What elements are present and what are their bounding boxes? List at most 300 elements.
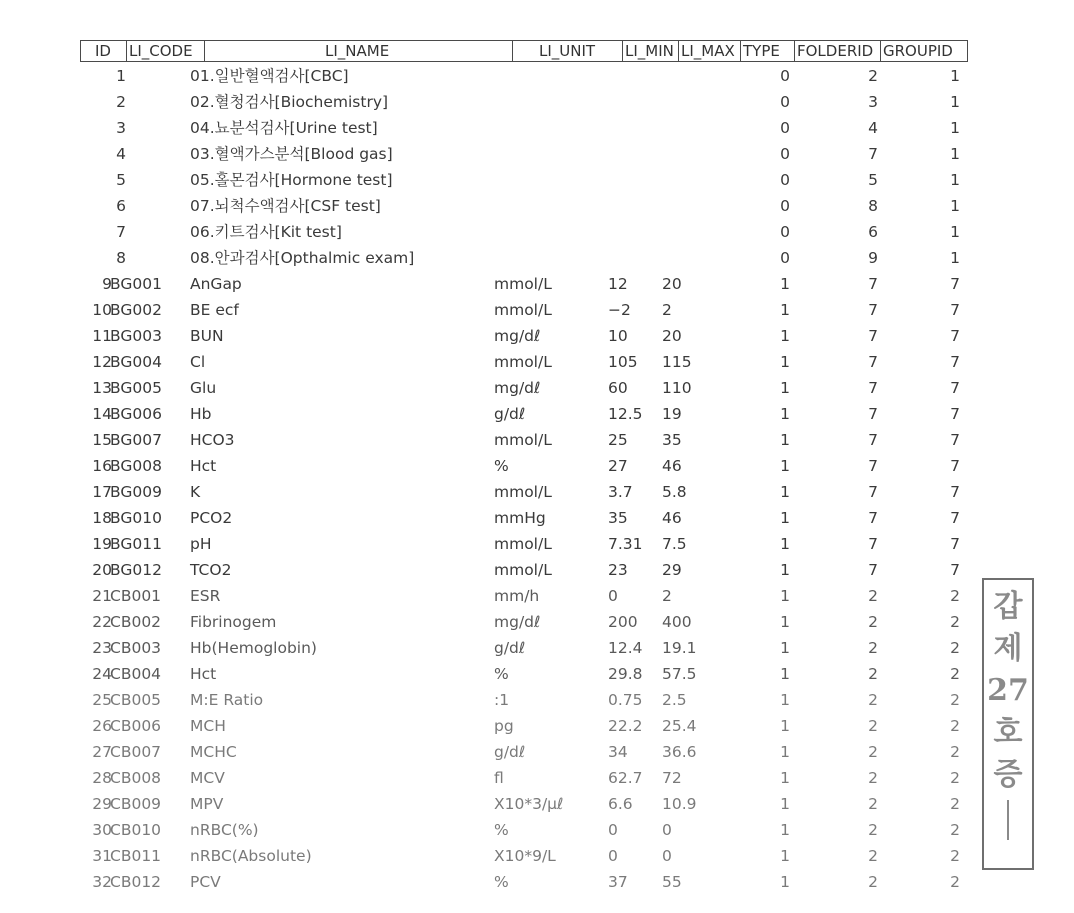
- cell-type: 1: [780, 743, 790, 761]
- cell-li-name: 02.혈청검사[Biochemistry]: [190, 93, 389, 111]
- cell-li-unit: g/dℓ: [494, 743, 526, 761]
- cell-li-name: Cl: [190, 353, 206, 371]
- cell-li-max: 55: [662, 873, 682, 891]
- table-row: [0, 298, 1074, 322]
- cell-li-name: Hb(Hemoglobin): [190, 639, 317, 657]
- cell-type: 1: [780, 379, 790, 397]
- table-row: [0, 194, 1074, 218]
- cell-li-unit: fl: [494, 769, 504, 787]
- cell-li-min: [608, 116, 658, 140]
- cell-type: 1: [780, 431, 790, 449]
- cell-li-name: M:E Ratio: [190, 691, 264, 709]
- cell-li-min: 27: [608, 457, 628, 475]
- cell-type: 1: [780, 717, 790, 735]
- header-li-name: LI_NAME: [204, 40, 512, 62]
- cell-li-min: 10: [608, 327, 628, 345]
- cell-li-min: 200: [608, 613, 638, 631]
- cell-folderid: 2: [868, 639, 878, 657]
- cell-groupid: 7: [950, 275, 960, 293]
- cell-folderid: 3: [868, 93, 878, 111]
- cell-id: 27: [92, 743, 112, 761]
- cell-type: 0: [780, 67, 790, 85]
- cell-folderid: 2: [868, 743, 878, 761]
- cell-folderid: 7: [868, 275, 878, 293]
- cell-groupid: 7: [950, 509, 960, 527]
- cell-li-unit: mg/dℓ: [494, 613, 541, 631]
- cell-li-max: [662, 90, 722, 114]
- cell-li-unit: [494, 116, 594, 140]
- cell-li-max: 25.4: [662, 717, 697, 735]
- cell-id: 10: [92, 301, 112, 319]
- table-row: [0, 662, 1074, 686]
- cell-type: 1: [780, 353, 790, 371]
- cell-li-code: CB008: [110, 769, 162, 787]
- cell-li-unit: %: [494, 873, 509, 891]
- table-row: [0, 402, 1074, 426]
- cell-li-min: 105: [608, 353, 638, 371]
- cell-li-max: 10.9: [662, 795, 697, 813]
- cell-folderid: 7: [868, 145, 878, 163]
- cell-groupid: 2: [950, 691, 960, 709]
- cell-id: 3: [116, 119, 126, 137]
- cell-li-name: MCV: [190, 769, 225, 787]
- cell-folderid: 7: [868, 535, 878, 553]
- cell-li-min: 12.5: [608, 405, 643, 423]
- cell-li-unit: [494, 90, 594, 114]
- cell-li-max: 72: [662, 769, 682, 787]
- cell-groupid: 1: [950, 119, 960, 137]
- cell-type: 1: [780, 587, 790, 605]
- cell-folderid: 5: [868, 171, 878, 189]
- cell-li-max: 110: [662, 379, 692, 397]
- cell-li-max: [662, 194, 722, 218]
- cell-li-unit: mmol/L: [494, 275, 552, 293]
- cell-li-max: 46: [662, 457, 682, 475]
- cell-groupid: 2: [950, 665, 960, 683]
- cell-li-name: BUN: [190, 327, 224, 345]
- cell-li-unit: pg: [494, 717, 514, 735]
- cell-id: 11: [92, 327, 112, 345]
- cell-li-max: [662, 116, 722, 140]
- cell-li-max: [662, 168, 722, 192]
- cell-li-min: −2: [608, 301, 631, 319]
- cell-groupid: 2: [950, 587, 960, 605]
- header-li-max: LI_MAX: [678, 40, 740, 62]
- cell-groupid: 7: [950, 483, 960, 501]
- cell-type: 1: [780, 509, 790, 527]
- cell-li-min: 37: [608, 873, 628, 891]
- cell-id: 18: [92, 509, 112, 527]
- table-row: [0, 714, 1074, 738]
- cell-groupid: 7: [950, 353, 960, 371]
- cell-li-max: [662, 142, 722, 166]
- cell-id: 30: [92, 821, 112, 839]
- table-row: [0, 90, 1074, 114]
- cell-li-max: 57.5: [662, 665, 697, 683]
- cell-type: 0: [780, 197, 790, 215]
- cell-folderid: 8: [868, 197, 878, 215]
- cell-id: 14: [92, 405, 112, 423]
- cell-li-code: CB006: [110, 717, 162, 735]
- table-row: [0, 142, 1074, 166]
- cell-groupid: 1: [950, 197, 960, 215]
- cell-type: 1: [780, 301, 790, 319]
- evidence-stamp: [982, 578, 1034, 870]
- cell-li-unit: [494, 194, 594, 218]
- cell-li-name: 04.뇨분석검사[Urine test]: [190, 119, 378, 137]
- cell-li-max: 46: [662, 509, 682, 527]
- cell-li-code: [130, 90, 190, 114]
- cell-type: 1: [780, 405, 790, 423]
- header-li-code: LI_CODE: [126, 40, 204, 62]
- cell-id: 9: [102, 275, 112, 293]
- cell-li-code: [130, 64, 190, 88]
- cell-groupid: 1: [950, 223, 960, 241]
- cell-li-code: CB003: [110, 639, 162, 657]
- cell-li-unit: mmol/L: [494, 353, 552, 371]
- cell-groupid: 7: [950, 327, 960, 345]
- cell-li-code: BG001: [110, 275, 162, 293]
- cell-li-name: PCV: [190, 873, 221, 891]
- cell-li-max: 5.8: [662, 483, 687, 501]
- cell-li-min: 0: [608, 587, 618, 605]
- cell-li-unit: [494, 246, 594, 270]
- table-row: [0, 766, 1074, 790]
- cell-li-min: [608, 168, 658, 192]
- table-row: [0, 636, 1074, 660]
- cell-id: 15: [92, 431, 112, 449]
- table-row: [0, 818, 1074, 842]
- cell-groupid: 7: [950, 431, 960, 449]
- cell-type: 1: [780, 535, 790, 553]
- cell-li-max: 0: [662, 821, 672, 839]
- cell-folderid: 2: [868, 587, 878, 605]
- cell-li-max: 400: [662, 613, 692, 631]
- cell-li-code: BG012: [110, 561, 162, 579]
- cell-li-name: pH: [190, 535, 212, 553]
- cell-id: 8: [116, 249, 126, 267]
- cell-li-min: 34: [608, 743, 628, 761]
- cell-folderid: 7: [868, 509, 878, 527]
- table-row: [0, 246, 1074, 270]
- cell-groupid: 7: [950, 535, 960, 553]
- cell-groupid: 1: [950, 249, 960, 267]
- cell-li-name: Hct: [190, 665, 217, 683]
- cell-li-min: 12: [608, 275, 628, 293]
- cell-li-unit: mg/dℓ: [494, 327, 541, 345]
- table-row: [0, 792, 1074, 816]
- cell-li-max: 115: [662, 353, 692, 371]
- table-row: [0, 480, 1074, 504]
- cell-li-unit: X10*9/L: [494, 847, 556, 865]
- cell-folderid: 2: [868, 717, 878, 735]
- cell-groupid: 2: [950, 743, 960, 761]
- cell-folderid: 7: [868, 483, 878, 501]
- cell-folderid: 2: [868, 873, 878, 891]
- table-row: [0, 454, 1074, 478]
- cell-li-max: 2: [662, 301, 672, 319]
- cell-id: 13: [92, 379, 112, 397]
- cell-li-min: [608, 246, 658, 270]
- header-folderid: FOLDERID: [794, 40, 880, 62]
- cell-li-code: [130, 220, 190, 244]
- cell-groupid: 2: [950, 717, 960, 735]
- cell-groupid: 2: [950, 795, 960, 813]
- cell-li-unit: mmol/L: [494, 431, 552, 449]
- cell-li-name: Hb: [190, 405, 212, 423]
- cell-li-code: [130, 142, 190, 166]
- cell-li-code: BG010: [110, 509, 162, 527]
- cell-li-name: 03.혈액가스분석[Blood gas]: [190, 145, 393, 163]
- cell-li-min: 7.31: [608, 535, 643, 553]
- cell-li-code: CB011: [110, 847, 162, 865]
- cell-folderid: 2: [868, 769, 878, 787]
- stamp-char: 제: [993, 631, 1023, 666]
- cell-li-unit: mmol/L: [494, 535, 552, 553]
- cell-groupid: 7: [950, 301, 960, 319]
- cell-groupid: 2: [950, 613, 960, 631]
- cell-li-min: 0: [608, 821, 618, 839]
- cell-li-max: 19: [662, 405, 682, 423]
- cell-li-min: 60: [608, 379, 628, 397]
- cell-li-code: BG004: [110, 353, 162, 371]
- cell-li-max: 36.6: [662, 743, 697, 761]
- cell-li-min: 29.8: [608, 665, 643, 683]
- cell-li-min: 23: [608, 561, 628, 579]
- cell-type: 1: [780, 873, 790, 891]
- cell-li-name: 06.키트검사[Kit test]: [190, 223, 342, 241]
- cell-folderid: 7: [868, 379, 878, 397]
- cell-groupid: 2: [950, 847, 960, 865]
- stamp-char: 갑: [993, 589, 1023, 624]
- table-row: [0, 220, 1074, 244]
- cell-folderid: 4: [868, 119, 878, 137]
- table-row: [0, 506, 1074, 530]
- cell-id: 6: [116, 197, 126, 215]
- cell-type: 0: [780, 93, 790, 111]
- cell-li-code: BG003: [110, 327, 162, 345]
- cell-folderid: 7: [868, 561, 878, 579]
- table-row: [0, 64, 1074, 88]
- cell-li-unit: mmHg: [494, 509, 546, 527]
- cell-id: 19: [92, 535, 112, 553]
- cell-li-min: 22.2: [608, 717, 643, 735]
- cell-groupid: 2: [950, 769, 960, 787]
- cell-groupid: 2: [950, 873, 960, 891]
- cell-li-max: 35: [662, 431, 682, 449]
- cell-li-name: 08.안과검사[Opthalmic exam]: [190, 249, 415, 267]
- cell-id: 24: [92, 665, 112, 683]
- cell-li-code: CB005: [110, 691, 162, 709]
- cell-type: 1: [780, 847, 790, 865]
- table-row: [0, 350, 1074, 374]
- table-row: [0, 428, 1074, 452]
- cell-li-name: AnGap: [190, 275, 242, 293]
- cell-folderid: 2: [868, 67, 878, 85]
- cell-type: 1: [780, 327, 790, 345]
- cell-li-unit: %: [494, 821, 509, 839]
- cell-li-min: 35: [608, 509, 628, 527]
- cell-li-unit: :1: [494, 691, 510, 709]
- cell-folderid: 7: [868, 405, 878, 423]
- cell-li-code: BG008: [110, 457, 162, 475]
- cell-li-name: ESR: [190, 587, 221, 605]
- cell-li-min: [608, 194, 658, 218]
- cell-li-min: 12.4: [608, 639, 643, 657]
- cell-id: 7: [116, 223, 126, 241]
- cell-type: 0: [780, 249, 790, 267]
- cell-li-unit: g/dℓ: [494, 405, 526, 423]
- cell-li-code: [130, 116, 190, 140]
- cell-li-unit: g/dℓ: [494, 639, 526, 657]
- cell-type: 1: [780, 691, 790, 709]
- cell-type: 0: [780, 223, 790, 241]
- cell-groupid: 2: [950, 639, 960, 657]
- cell-groupid: 2: [950, 821, 960, 839]
- cell-folderid: 6: [868, 223, 878, 241]
- table-row: [0, 610, 1074, 634]
- cell-id: 4: [116, 145, 126, 163]
- cell-type: 1: [780, 613, 790, 631]
- cell-folderid: 9: [868, 249, 878, 267]
- table-row: [0, 870, 1074, 894]
- cell-type: 1: [780, 275, 790, 293]
- cell-li-code: [130, 246, 190, 270]
- cell-li-min: 25: [608, 431, 628, 449]
- table-row: [0, 558, 1074, 582]
- cell-li-min: 6.6: [608, 795, 633, 813]
- cell-li-max: 20: [662, 327, 682, 345]
- cell-li-name: Hct: [190, 457, 217, 475]
- cell-groupid: 1: [950, 67, 960, 85]
- cell-id: 2: [116, 93, 126, 111]
- cell-li-min: [608, 64, 658, 88]
- header-li-unit: LI_UNIT: [512, 40, 622, 62]
- cell-type: 1: [780, 483, 790, 501]
- cell-li-code: [130, 194, 190, 218]
- cell-li-max: [662, 64, 722, 88]
- cell-type: 1: [780, 795, 790, 813]
- cell-li-code: CB009: [110, 795, 162, 813]
- cell-folderid: 2: [868, 821, 878, 839]
- cell-li-max: 19.1: [662, 639, 697, 657]
- cell-li-min: [608, 142, 658, 166]
- cell-id: 32: [92, 873, 112, 891]
- cell-li-unit: [494, 220, 594, 244]
- cell-groupid: 1: [950, 93, 960, 111]
- cell-li-unit: %: [494, 665, 509, 683]
- cell-li-name: PCO2: [190, 509, 233, 527]
- cell-folderid: 7: [868, 327, 878, 345]
- cell-li-name: 07.뇌척수액검사[CSF test]: [190, 197, 381, 215]
- cell-li-max: 7.5: [662, 535, 687, 553]
- cell-li-max: [662, 220, 722, 244]
- cell-folderid: 7: [868, 431, 878, 449]
- table-row: [0, 688, 1074, 712]
- cell-li-name: K: [190, 483, 201, 501]
- cell-li-unit: mg/dℓ: [494, 379, 541, 397]
- cell-li-min: 3.7: [608, 483, 633, 501]
- cell-id: 21: [92, 587, 112, 605]
- cell-li-unit: mm/h: [494, 587, 540, 605]
- cell-li-min: 0.75: [608, 691, 643, 709]
- cell-li-unit: [494, 142, 594, 166]
- cell-li-unit: mmol/L: [494, 483, 552, 501]
- cell-folderid: 2: [868, 613, 878, 631]
- cell-li-unit: %: [494, 457, 509, 475]
- header-id: ID: [80, 40, 126, 62]
- cell-type: 1: [780, 639, 790, 657]
- cell-li-code: BG006: [110, 405, 162, 423]
- cell-id: 1: [116, 67, 126, 85]
- cell-li-name: TCO2: [190, 561, 232, 579]
- cell-li-code: [130, 168, 190, 192]
- cell-groupid: 7: [950, 405, 960, 423]
- cell-type: 0: [780, 171, 790, 189]
- header-groupid: GROUPID: [880, 40, 968, 62]
- cell-type: 1: [780, 561, 790, 579]
- cell-id: 22: [92, 613, 112, 631]
- cell-li-name: Glu: [190, 379, 217, 397]
- cell-li-name: nRBC(%): [190, 821, 259, 839]
- table-row: [0, 532, 1074, 556]
- cell-id: 28: [92, 769, 112, 787]
- cell-groupid: 1: [950, 171, 960, 189]
- cell-type: 1: [780, 769, 790, 787]
- cell-id: 29: [92, 795, 112, 813]
- cell-li-code: BG007: [110, 431, 162, 449]
- stamp-char: 호: [993, 715, 1023, 750]
- cell-groupid: 1: [950, 145, 960, 163]
- cell-type: 1: [780, 457, 790, 475]
- cell-li-max: 2: [662, 587, 672, 605]
- cell-li-name: HCO3: [190, 431, 235, 449]
- cell-li-min: [608, 90, 658, 114]
- cell-li-name: MCHC: [190, 743, 237, 761]
- cell-folderid: 7: [868, 301, 878, 319]
- cell-li-min: [608, 220, 658, 244]
- header-li-min: LI_MIN: [622, 40, 678, 62]
- cell-folderid: 7: [868, 457, 878, 475]
- table-row: [0, 376, 1074, 400]
- cell-li-code: CB012: [110, 873, 162, 891]
- cell-li-code: CB001: [110, 587, 162, 605]
- cell-folderid: 7: [868, 353, 878, 371]
- cell-type: 0: [780, 119, 790, 137]
- cell-li-code: BG005: [110, 379, 162, 397]
- cell-li-name: 05.홀몬검사[Hormone test]: [190, 171, 393, 189]
- cell-li-unit: [494, 64, 594, 88]
- cell-id: 26: [92, 717, 112, 735]
- table-row: [0, 584, 1074, 608]
- cell-type: 1: [780, 821, 790, 839]
- cell-folderid: 2: [868, 665, 878, 683]
- cell-folderid: 2: [868, 795, 878, 813]
- cell-li-unit: mmol/L: [494, 301, 552, 319]
- table-row: [0, 844, 1074, 868]
- cell-li-code: CB007: [110, 743, 162, 761]
- cell-li-max: 29: [662, 561, 682, 579]
- cell-li-max: [662, 246, 722, 270]
- cell-id: 20: [92, 561, 112, 579]
- cell-li-name: nRBC(Absolute): [190, 847, 312, 865]
- cell-li-code: BG002: [110, 301, 162, 319]
- cell-li-max: 20: [662, 275, 682, 293]
- cell-type: 0: [780, 145, 790, 163]
- cell-li-min: 0: [608, 847, 618, 865]
- cell-li-code: CB004: [110, 665, 162, 683]
- cell-groupid: 7: [950, 379, 960, 397]
